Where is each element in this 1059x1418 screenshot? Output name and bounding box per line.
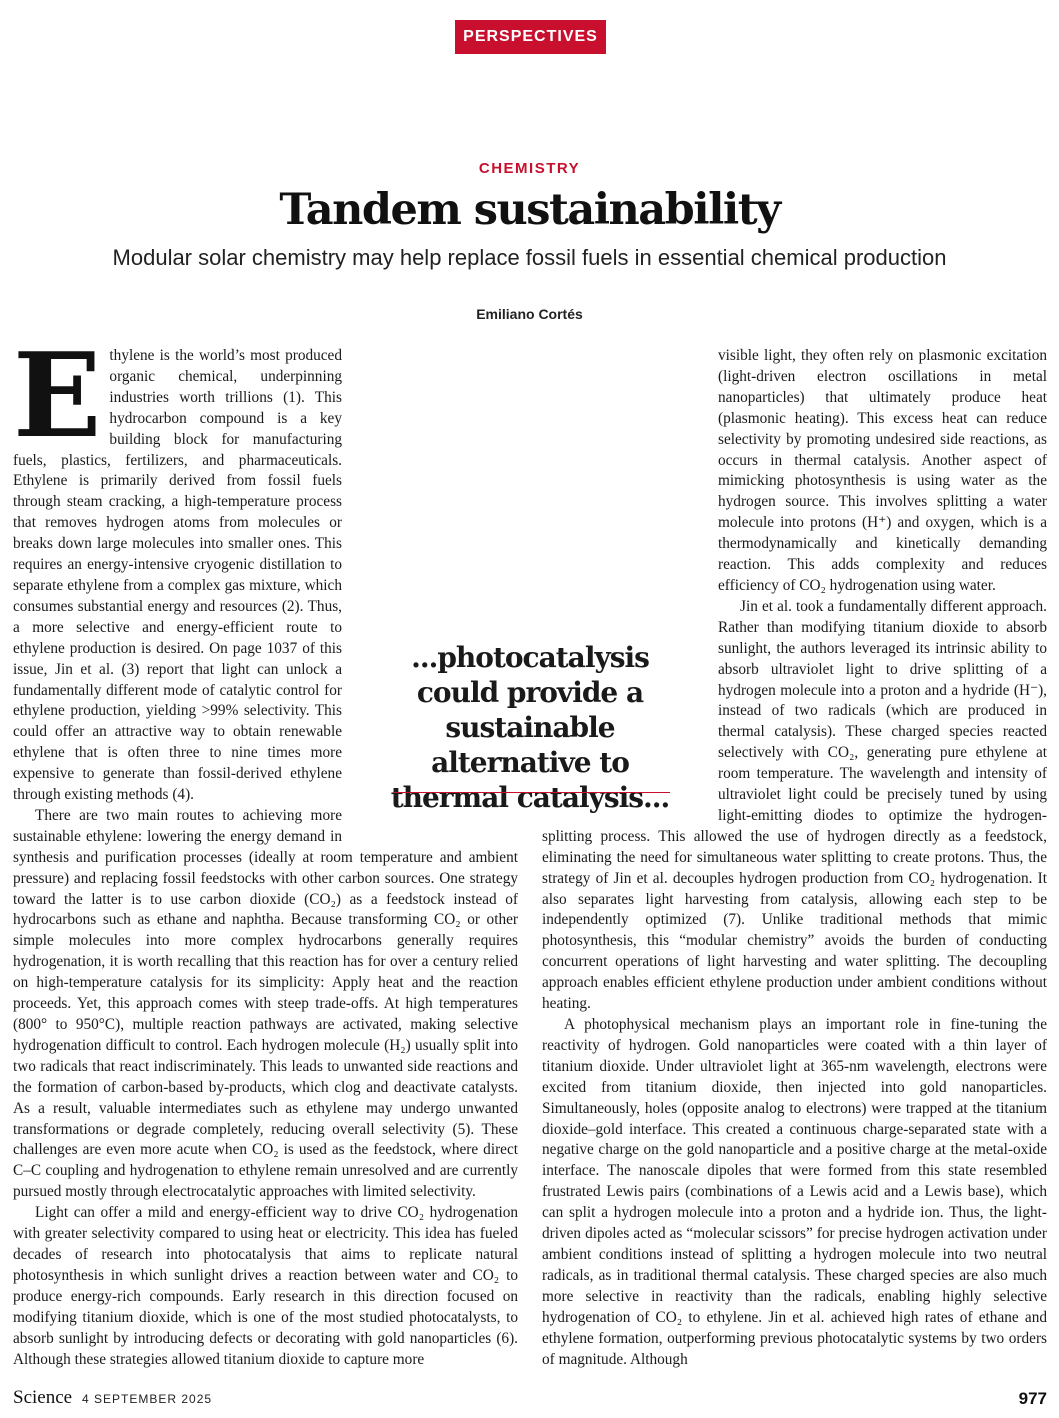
drop-cap: E (13, 328, 102, 464)
page-number: 977 (1018, 1389, 1047, 1408)
article-author: Emiliano Cortés (476, 306, 583, 322)
paragraph: A photophysical mechanism plays an important role in fine-tuning the reactivity of hydrogen. Gold nanoparticles were coated with a thin layer of titanium dioxide. Under ultraviolet light at 365-nm wavelength, electrons were excited from titanium dioxide, then injected into gold nanoparticles. Simultaneously, holes (opposite analog to electrons) were trapped at the titanium dioxide–gold interface. This created a continuous charge-separated state with a negative charge on the gold nanoparticle and a positive charge at the metal-oxide interface. The nanoscale dipoles that were formed from this state resembled frustrated Lewis pairs (combinations of a Lewis acid and a Lewis base), which can split a hydrogen molecule into a proton and a hydride ion. Thus, the light-driven dipoles acted as “molecular scissors” for precise hydrogen activation under ambient conditions instead of splitting a hydrogen molecule into two neutral radicals, as in traditional thermal catalysis. These charged species are also much more selective in reactivity than the radicals, enabling highly selective hydrogenation of CO₂ to ethylene. Jin et al. achieved high rates of ethane and ethylene formation, outperforming previous photocatalytic systems by two orders of magnitude. Although (542, 1016, 1047, 1368)
paragraph: visible light, they often rely on plasmonic excitation (light-driven electron oscillations in metal nanoparticles) that ultimately produce heat (plasmonic heating). This excess heat can reduce selectivity by promoting undesired side reactions, as occurs in thermal catalysis. Another aspect of mimicking photosynthesis is using water as the hydrogen source. This involves splitting a water molecule into protons (H⁺) and oxygen, which is a thermodynamically and kinetically demanding reaction. This adds complexity and reduces efficiency of CO₂ hydrogenation using water. (718, 347, 1047, 594)
issue-date: 4 SEPTEMBER 2025 (82, 1392, 213, 1406)
article-title: Tandem sustainability (279, 185, 780, 235)
paragraph: There are two main routes to achieving more sustainable ethylene: lowering the energy demand in synthesis and purification processes (ideally at room temperature and ambient pressure) and replacing fossil feedstocks with other carbon sources. One strategy toward the latter is to use carbon dioxide (CO₂) as a feedstock instead of hydrocarbons such as ethane and naphtha. Because transforming CO₂ or other simple molecules into more complex hydrocarbons generally requires hydrogenation, it is worth recalling that this reaction has for over a century relied on high-temperature catalysis for its simplicity: Apply heat and the reaction proceeds. Yet, this approach comes with steep trade-offs. At high temperatures (800° to 950°C), multiple reaction pathways are activated, making selective hydrogenation difficult to control. Each hydrogen molecule (H₂) usually split into two radicals that react indiscriminately. This leads to unwanted side reactions and the formation of carbon-based by-products, which clog and deactivate catalysts. As a result, valuable intermediates such as ethylene may undergo unwanted transformations or degrade completely, reducing overall selectivity (5). These challenges are even more acute when CO₂ is used as the feedstock, where direct C–C coupling and hydrogenation to ethylene remain unresolved and are currently pursued mostly through electrocatalytic approaches with limited selectivity. (13, 806, 518, 1201)
column-right (542, 346, 1047, 1370)
paragraph: Light can offer a mild and energy-efficient way to drive CO₂ hydrogenation with greater selectivity compared to using heat or electricity. This idea has fueled decades of research into photocatalysis that aims to replicate natural photosynthesis in which sunlight drives a reaction between water and CO₂ to produce energy-rich compounds. Early research in this direction focused on modifying titanium dioxide, which is one of the most studied photocatalysts, to absorb sunlight by introducing defects or decorating with gold nanoparticles (6). Although these strategies allowed titanium dioxide to capture more (13, 1204, 518, 1368)
pull-quote-rule (394, 792, 670, 793)
journal-logo: Science (13, 1387, 73, 1408)
perspectives-badge: PERSPECTIVES (455, 20, 606, 54)
column-left (13, 328, 518, 1370)
paragraph: Jin et al. took a fundamentally different approach. Rather than modifying titanium dioxide to absorb sunlight, the authors leveraged its intrinsic ability to absorb ultraviolet light to drive splitting of a hydrogen molecule into a proton and a hydride (H⁻), instead of two radicals (which are produced in thermal catalysis). These charged species reacted selectively with CO₂, generating pure ethylene at room temperature. The wavelength and intensity of ultraviolet light could be precisely tuned by using light-emitting diodes to optimize the hydrogen-splitting process. This allowed the use of hydrogen directly as a feedstock, eliminating the need for simultaneous water splitting to create protons. Thus, the strategy of Jin et al. decouples hydrogen production from CO₂ hydrogenation. It also separates light harvesting from catalysis, allowing each step to be independently optimized (7). Unlike traditional methods that mimic photosynthesis, this “modular chemistry” avoids the burden of conducting concurrent operations of light harvesting and water splitting. The decoupling approach enables efficient ethylene production under ambient conditions without heating. (542, 597, 1047, 1013)
section-label: CHEMISTRY (478, 160, 581, 177)
pull-quote: ...photocatalysis could provide a sustainable alternative to thermal catalysis... (390, 641, 670, 814)
article-subtitle: Modular solar chemistry may help replace fossil fuels in essential chemical production (112, 245, 947, 270)
paragraph: thylene is the world’s most produced organic chemical, underpinning industries worth trillions (1). This hydrocarbon compound is a key building block for manufacturing fuels, plastics, fertilizers, and pharmaceuticals. Ethylene is primarily derived from fossil fuels through steam cracking, a high-temperature process that removes hydrogen atoms from molecules or breaks down large molecules into smaller ones. This requires an energy-intensive cryogenic distillation to separate ethylene from a complex gas mixture, which consumes substantial energy and resources (2). Thus, a more selective and energy-efficient route to ethylene production is desired. On page 1037 of this issue, Jin et al. (3) report that light can unlock a fundamentally different mode of catalytic control for ethylene production, yielding >99% selectivity. This could offer an attractive way to obtain renewable ethylene that is often three to nine times more expensive to generate than fossil-derived ethylene through existing methods (4). (13, 347, 342, 804)
